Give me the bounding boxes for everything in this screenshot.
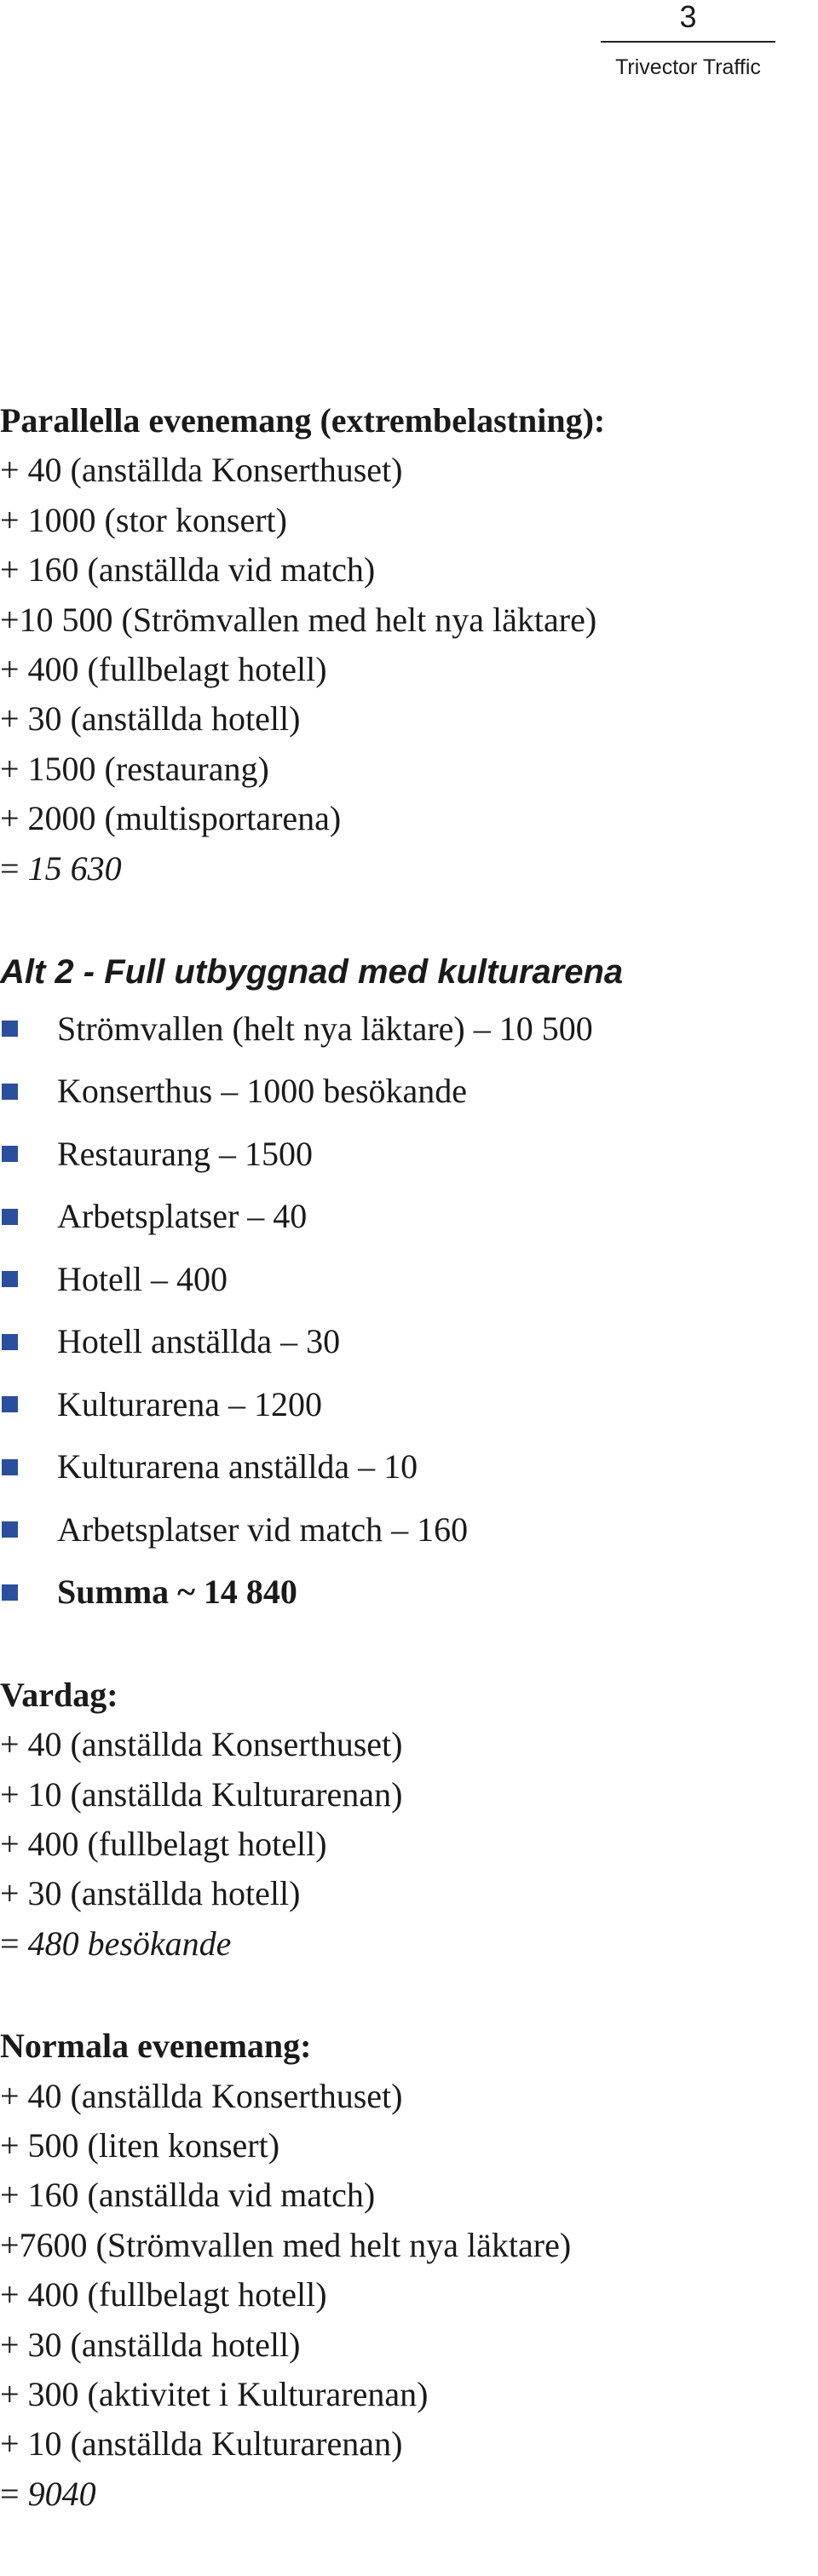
sum-text: Summa ~ 14 840: [57, 1573, 297, 1612]
calc-total: [0, 2470, 801, 2519]
section-weekday: [0, 1670, 801, 1969]
list-item-text: Restaurang – 1500: [57, 1134, 313, 1173]
square-bullet-icon: [2, 1146, 18, 1162]
page-number: 3: [679, 0, 697, 34]
document-body: [0, 396, 801, 2519]
list-item: [0, 1185, 801, 1248]
total-prefix: =: [0, 1923, 28, 1963]
list-item: [0, 1248, 801, 1311]
page-header: [601, 0, 775, 80]
list-item-sum: [0, 1561, 801, 1624]
calc-line: + 1500 (restaurang): [0, 749, 269, 788]
calc-line: + 10 (anställda Kulturarenan): [0, 1774, 403, 1814]
list-item: [0, 1060, 801, 1123]
total-prefix: =: [0, 848, 28, 888]
calc-line: + 40 (anställda Konserthuset): [0, 451, 403, 490]
square-bullet-icon: [2, 1459, 18, 1475]
square-bullet-icon: [2, 1271, 18, 1287]
calc-line: + 400 (fullbelagt hotell): [0, 1825, 327, 1864]
total-value: 480 besökande: [27, 1923, 232, 1963]
list-item-text: Hotell – 400: [57, 1259, 228, 1298]
alt2-title: Alt 2 - Full utbyggnad med kulturarena: [0, 952, 624, 991]
section-title: Normala evenemang:: [0, 2027, 312, 2066]
calc-line: + 10 (anställda Kulturarenan): [0, 2424, 403, 2464]
total-value: 15 630: [27, 848, 122, 888]
calc-line: + 2000 (multisportarena): [0, 799, 342, 838]
section-parallel-events: [0, 396, 801, 894]
calc-line: + 1000 (stor konsert): [0, 500, 287, 539]
list-item-text: Konserthus – 1000 besökande: [57, 1072, 468, 1111]
total-value: 9040: [27, 2474, 96, 2513]
alt2-bullet-list: [0, 998, 801, 1624]
calc-line: + 300 (aktivitet i Kulturarenan): [0, 2374, 429, 2413]
square-bullet-icon: [2, 1334, 18, 1350]
list-item-text: Strömvallen (helt nya läktare) – 10 500: [57, 1009, 593, 1048]
section-title: Parallella evenemang (extrembelastning):: [0, 401, 606, 440]
list-item: [0, 1373, 801, 1436]
list-item-text: Arbetsplatser – 40: [57, 1197, 308, 1236]
square-bullet-icon: [2, 1021, 18, 1037]
square-bullet-icon: [2, 1084, 18, 1100]
section-normal-events: [0, 2021, 801, 2519]
section-alt2: [0, 946, 801, 1624]
calc-line: + 160 (anställda vid match): [0, 550, 376, 589]
calc-total: [0, 844, 801, 894]
list-item-text: Kulturarena – 1200: [57, 1384, 323, 1423]
calc-line: + 30 (anställda hotell): [0, 2325, 301, 2364]
section-title: Vardag:: [0, 1675, 118, 1714]
square-bullet-icon: [2, 1584, 18, 1601]
calc-line: + 400 (fullbelagt hotell): [0, 2275, 327, 2314]
list-item-text: Kulturarena anställda – 10: [57, 1447, 418, 1486]
list-item: [0, 1123, 801, 1186]
company-name: Trivector Traffic: [615, 55, 761, 79]
calc-line: + 160 (anställda vid match): [0, 2176, 376, 2215]
list-item: [0, 998, 801, 1061]
calc-line: + 40 (anställda Konserthuset): [0, 2076, 403, 2115]
list-item: [0, 1310, 801, 1373]
calc-line: +7600 (Strömvallen med helt nya läktare): [0, 2225, 572, 2264]
calc-line: + 400 (fullbelagt hotell): [0, 649, 327, 688]
calc-total: [0, 1919, 801, 1969]
list-item-text: Hotell anställda – 30: [57, 1322, 341, 1361]
calc-line: + 30 (anställda hotell): [0, 699, 301, 739]
calc-line: +10 500 (Strömvallen med helt nya läktare): [0, 600, 597, 639]
square-bullet-icon: [2, 1521, 18, 1538]
list-item-text: Arbetsplatser vid match – 160: [57, 1509, 469, 1549]
list-item: [0, 1435, 801, 1498]
square-bullet-icon: [2, 1396, 18, 1412]
list-item: [0, 1498, 801, 1561]
total-prefix: =: [0, 2474, 28, 2513]
square-bullet-icon: [2, 1209, 18, 1225]
calc-line: + 30 (anställda hotell): [0, 1874, 301, 1913]
calc-line: + 40 (anställda Konserthuset): [0, 1725, 403, 1764]
calc-line: + 500 (liten konsert): [0, 2126, 280, 2165]
